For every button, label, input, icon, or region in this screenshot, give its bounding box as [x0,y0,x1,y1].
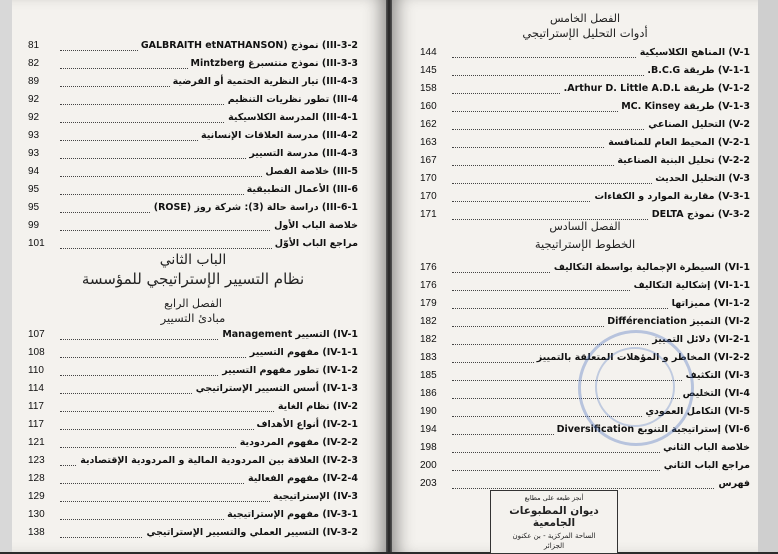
toc-entry-label: VI-2-1) دلائل التمييز [649,331,750,349]
page-number: 114 [28,383,44,394]
toc-entry-label: III-4-3) تيار النظرية الحتمية أو الفرضية [170,73,358,91]
toc-row[interactable] [28,488,358,506]
page-number: 99 [28,220,40,231]
toc-entry-label: V-2) التحليل الصناعي [645,116,750,134]
page-number: 170 [420,173,437,184]
toc-row[interactable] [420,116,750,134]
toc-row[interactable] [420,134,750,152]
toc-bottom-list [28,326,358,542]
toc-entry-label: VI-2-2) المخاطر و المؤهلات المتعلقة بالتمييز [534,349,750,367]
page-number: 171 [420,209,437,220]
toc-entry-label: IV-1-1) مفهوم التسيير [247,344,358,362]
page-number: 130 [28,509,45,520]
toc-entry-label: VI-1-2) مميزاتها [669,295,750,313]
toc-entry-label: خلاصة الباب الأول [271,217,358,235]
publisher-name: ديوان المطبوعات الجامعية [509,505,599,529]
toc-row[interactable] [420,439,750,457]
toc-entry-label: III-4-3) مدرسة التسيير [246,145,358,163]
toc-row[interactable] [28,109,358,127]
toc-entry-label: III-5) خلاصة الفصل [262,163,358,181]
toc-entry-label: III-6-1) دراسة حالة (3): شركة روز (ROSE) [151,199,358,217]
toc-entry-label: مراجع الباب الأوّل [272,235,358,253]
toc-entry-label: IV-3-1) مفهوم الإستراتيجية [224,506,358,524]
publisher-note: أنجز طبعه على مطابع [524,494,584,502]
toc-entry-label: V-2-1) المحيط العام للمنافسة [605,134,750,152]
toc-entry-label: VI-2) التمييز Différenciation [604,313,750,331]
toc-entry-label: III-4) تطور نظريات التنظيم [225,91,358,109]
page-number: 107 [28,329,45,340]
chapter6-heading: الفصل السادس [549,220,621,233]
page-number: 176 [420,280,437,291]
toc-entry-label: IV-2) نظام الغاية [275,398,358,416]
toc-row[interactable] [28,506,358,524]
toc-row[interactable] [28,145,358,163]
page-number: 92 [28,94,40,105]
page-number: 163 [420,137,437,148]
toc-entry-label: VI-4) التخليص [680,385,750,403]
toc-entry-label: V-1-3) طريقة MC. Kinsey [618,98,750,116]
toc-entry-label: V-3-2) نموذج DELTA [649,206,750,224]
toc-row[interactable] [420,170,750,188]
toc-entry-label: III-6) الأعمال التطبيقية [244,181,358,199]
library-stamp [578,330,694,446]
page-number: 82 [28,58,40,69]
publisher-box [490,490,618,554]
toc-entry-label: IV-2-4) مفهوم الفعالية [245,470,358,488]
toc-entry-label: III-4-1) المدرسة الكلاسيكية [225,109,358,127]
toc-entry-label: فهرس [715,475,750,493]
page-number: 123 [28,455,45,466]
toc-row[interactable] [28,524,358,542]
toc-row[interactable] [28,73,358,91]
page-number: 158 [420,83,437,94]
toc-row[interactable] [28,380,358,398]
page-number: 190 [420,406,437,417]
chapter6-title: الخطوط الإستراتيجية [534,237,636,251]
page-number: 117 [28,419,44,430]
chapter-title: مبادئ التسيير [160,311,226,325]
toc-row[interactable] [420,188,750,206]
toc-row[interactable] [420,277,750,295]
toc-row[interactable] [420,259,750,277]
toc-entry-label: III-3-3) نموذج منتسبرغ Mintzberg [188,55,358,73]
toc-entry-label: خلاصة الباب الثاني [660,439,750,457]
page-number: 198 [420,442,437,453]
page-number: 179 [420,298,437,309]
page-number: 93 [28,148,40,159]
toc-entry-label: IV-3) الإستراتيجية [270,488,358,506]
toc-row[interactable] [28,362,358,380]
page-number: 93 [28,130,40,141]
toc-row[interactable] [28,163,358,181]
toc-row[interactable] [28,181,358,199]
page-number: 145 [420,65,437,76]
part-title: نظام التسيير الإستراتيجي للمؤسسة [81,270,305,288]
page-number: 129 [28,491,45,502]
chapter5-heading: الفصل الخامس [549,12,621,25]
toc-row[interactable] [28,344,358,362]
publisher-address: الساحة المركزية - بن عكنون [512,532,596,540]
toc-row[interactable] [28,434,358,452]
page-number: 203 [420,478,437,489]
toc-row[interactable] [28,235,358,253]
toc-row[interactable] [28,452,358,470]
toc-row[interactable] [28,199,358,217]
toc-entry-label: V-3) التحليل الحديث [652,170,750,188]
chapter5-title: أدوات التحليل الإستراتيجي [522,26,648,40]
toc-entry-label: VI-1-1) إشكالية التكاليف [631,277,750,295]
page-number: 160 [420,101,437,112]
toc-row[interactable] [28,55,358,73]
toc-row[interactable] [420,98,750,116]
page-number: 94 [28,166,40,177]
toc-entry-label: V-1) المناهج الكلاسيكية [637,44,750,62]
toc-row[interactable] [420,80,750,98]
toc-entry-label: V-3-1) مقاربة الموارد و الكفاءات [591,188,750,206]
toc-entry-label: V-1-1) طريقة B.C.G. [644,62,750,80]
page-number: 167 [420,155,437,166]
toc-row[interactable] [420,44,750,62]
toc-row[interactable] [28,326,358,344]
page-number: 194 [420,424,437,435]
page-number: 182 [420,334,437,345]
right-page [392,0,778,552]
toc-entry-label: III-4-2) مدرسة العلاقات الإنسانية [198,127,358,145]
toc-entry-label: IV-2-1) أنواع الأهداف [254,416,359,434]
toc-row[interactable] [420,295,750,313]
toc-row[interactable] [28,127,358,145]
page-number: 200 [420,460,437,471]
toc-entry-label: III-3-2) نموذج (GALBRAITH etNATHANSON [138,37,358,55]
page-number: 183 [420,352,437,363]
page-number: 144 [420,47,437,58]
page-number: 170 [420,191,437,202]
page-number: 182 [420,316,437,327]
page-number: 176 [420,262,437,273]
left-page [0,0,386,552]
toc-row[interactable] [28,416,358,434]
toc-row[interactable] [420,331,750,349]
toc-entry-label: V-1-2) طريقة Arthur D. Little A.D.L. [561,80,750,98]
toc-entry-label: IV-2-3) العلاقة بين المردودية المالية و المردودية الإقتصادية [77,452,358,470]
page-number: 110 [28,365,44,376]
toc-row[interactable] [28,217,358,235]
toc-ch5-list [420,44,750,224]
toc-entry-label: VI-6) إستراتيجية التنويع Diversification [554,421,750,439]
toc-entry-label: IV-1-3) أسس التسيير الإستراتيجي [193,380,358,398]
toc-row[interactable] [420,421,750,439]
page-edge [0,0,12,552]
page-number: 92 [28,112,40,123]
toc-entry-label: IV-1) التسيير Management [219,326,358,344]
publisher-city: الجزائر [543,542,565,550]
toc-entry-label: IV-1-2) تطور مفهوم التسيير [219,362,358,380]
toc-top-list [28,37,358,253]
toc-entry-label: IV-3-2) التسيير العملي والتسيير الإستراتيجي [143,524,358,542]
page-number: 186 [420,388,437,399]
toc-entry-label: VI-3) التكثيف [683,367,750,385]
toc-row[interactable] [420,313,750,331]
toc-entry-label: VI-1) السيطرة الإجمالية بواسطة التكاليف [551,259,750,277]
page-number: 128 [28,473,45,484]
toc-row[interactable] [28,398,358,416]
toc-row[interactable] [420,152,750,170]
toc-row[interactable] [420,457,750,475]
page-number: 89 [28,76,40,87]
page-edge [758,0,778,552]
page-number: 185 [420,370,437,381]
toc-row[interactable] [28,91,358,109]
page-number: 162 [420,119,437,130]
page-number: 81 [28,40,40,51]
page-number: 138 [28,527,45,538]
toc-entry-label: VI-5) التكامل العمودي [642,403,750,421]
toc-row[interactable] [28,37,358,55]
page-number: 95 [28,202,40,213]
toc-entry-label: IV-2-2) مفهوم المردودية [237,434,358,452]
page-number: 95 [28,184,40,195]
page-number: 121 [28,437,45,448]
page-number: 101 [28,238,45,249]
page-number: 117 [28,401,44,412]
toc-row[interactable] [420,62,750,80]
part-heading: الباب الثاني [159,252,227,268]
chapter-heading: الفصل الرابع [164,297,222,310]
page-number: 108 [28,347,45,358]
toc-entry-label: مراجع الباب الثاني [661,457,750,475]
toc-row[interactable] [28,470,358,488]
toc-entry-label: V-2-2) تحليل البنية الصناعية [614,152,750,170]
